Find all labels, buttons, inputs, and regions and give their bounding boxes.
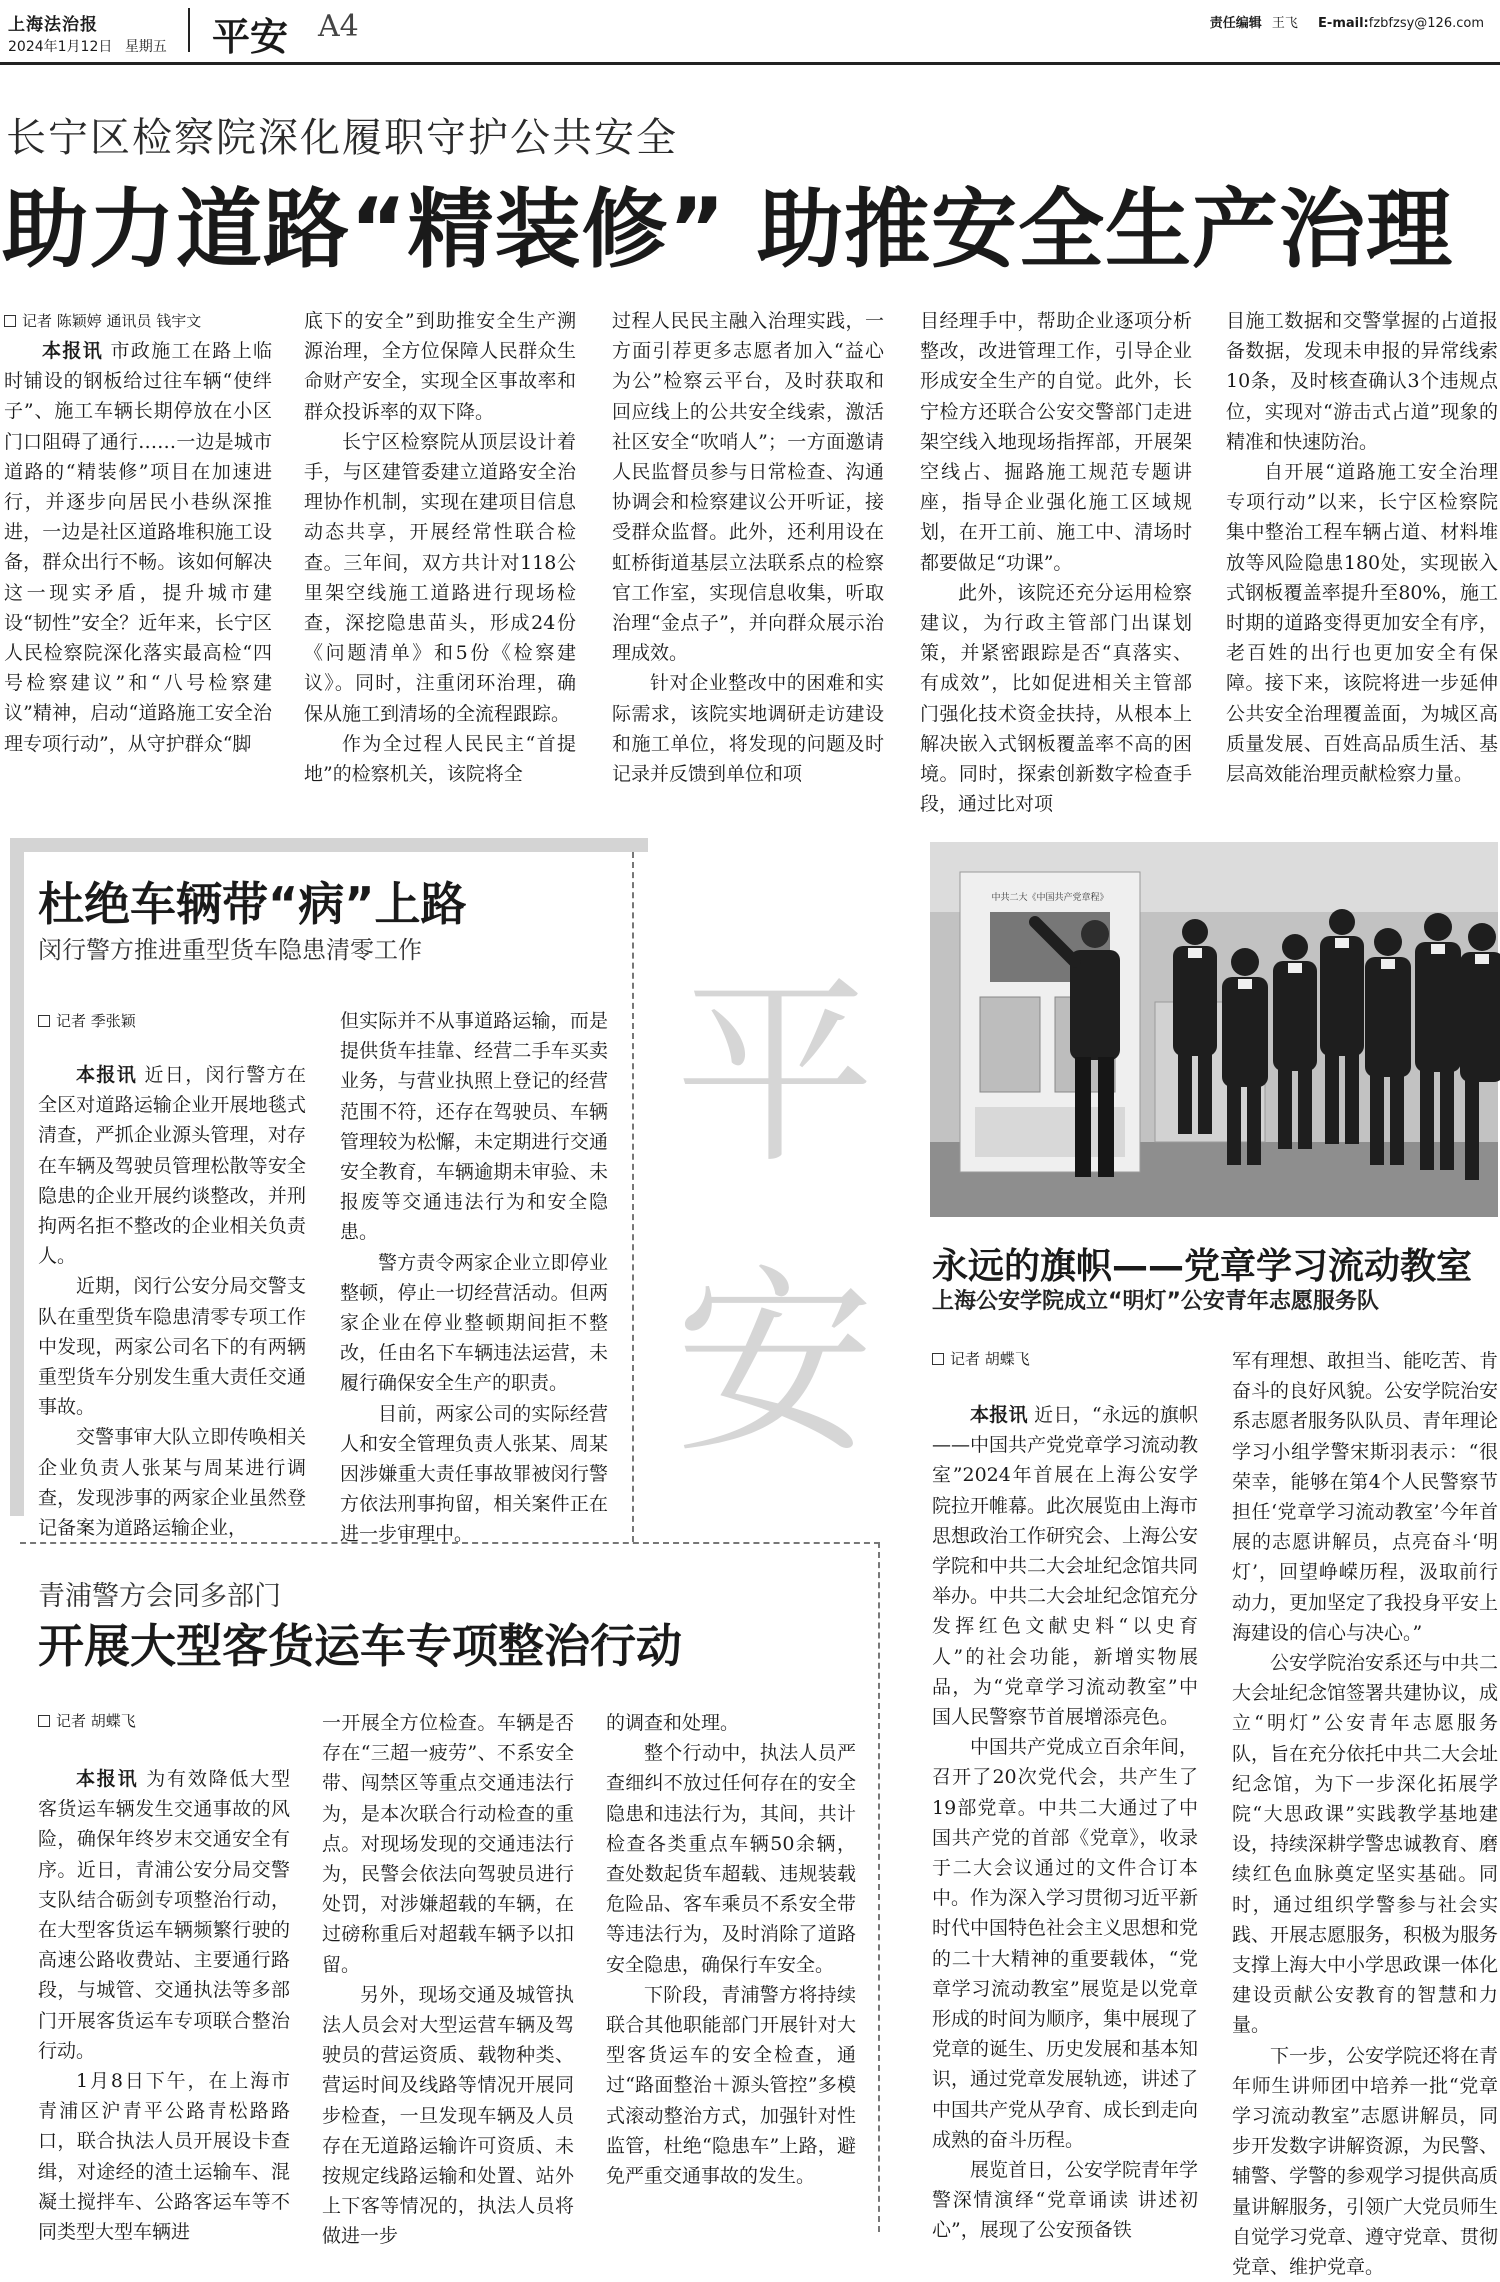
email-label: E-mail:: [1318, 16, 1369, 31]
lead-paragraph: 作为全过程人民民主“首提地”的检察机关，该院将全: [304, 732, 576, 786]
lead-paragraph: 长宁区检察院从顶层设计着手，与区建管委建立道路安全治理协作机制，实现在建项目信息动态共享，开展经常性联合检查。三年间，双方共计对118公里架空线施工道路进行现场检查，深挖隐患苗头，形成24份《问题清单》和5份《检察建议》。同时，注重闭环治理，确保从施工到清场的全流程跟踪。: [304, 430, 576, 725]
dashed-divider: [20, 1542, 880, 1544]
story3-column-1: [38, 1764, 290, 2242]
header-rule: [0, 62, 1500, 65]
story3-byline-text: 记者 胡蝶飞: [56, 1712, 136, 1730]
newspaper-logo: 上海法治报: [8, 15, 98, 35]
editor-info: [1210, 12, 1484, 31]
story4-paragraph: [932, 1400, 1198, 1732]
story3-headline: 开展大型客货运车专项整治行动: [38, 1619, 682, 1673]
lead-column-4: [920, 306, 1192, 816]
story4-paragraph: 中国共产党成立百余年间，召开了20次党代会，共产生了19部党章。中共二大通过了中国共产党的首部《党章》，收录于二大会议通过的文件合订本中。作为深入学习贯彻习近平新时代中国特色社会主义思想和党的二十大精神的重要载体，“党章学习流动教室”展览是以党章形成的时间为顺序，集中展现了党章的诞生、历史发展和基本知识，通过党章发展轨迹，讲述了中国共产党从孕育、成长到走向成熟的奋斗历程。: [932, 1736, 1199, 2151]
story4-column-2: [1232, 1346, 1499, 2279]
story2-column-1: [38, 1060, 306, 1540]
paragraph-text: 市政施工在路上临时铺设的钢板给过往车辆“使绊子”、施工车辆长期停放在小区门口阻碍了通行……一边是城市道路的“精装修”项目在加速进行，并逐步向居民小巷纵深推进，一边是社区道路堆积施工设备，群众出行不畅。该如何解决这一现实矛盾，提升城市建设“韧性”安全？近年来，长宁区人民检察院深化落实最高检“四号检察建议”和“八号检察建议”精神，启动“道路施工安全治理专项行动”，从守护群众“脚: [4, 340, 272, 755]
section-name: 平安: [212, 15, 289, 59]
byline-box-icon: [38, 1015, 50, 1027]
lead-paragraph: 底下的安全”到助推安全生产溯源治理，全方位保障人民群众生命财产安全，实现全区事故率和群众投诉率的双下降。: [304, 310, 576, 423]
board-document: [980, 997, 1040, 1092]
section-watermark: [660, 930, 890, 1530]
story4-column-1: [932, 1400, 1198, 2243]
story3-paragraph: 一开展全方位检查。车辆是否存在“三超一疲劳”、不系安全带、闯禁区等重点交通违法行为，是本次联合行动检查的重点。对现场发现的交通违法行为，民警会依法向驾驶员进行处罚，对涉嫌超载的车辆，在过磅称重后对超载车辆予以扣留。: [322, 1712, 574, 1976]
paragraph-text: 为有效降低大型客货运车辆发生交通事故的风险，确保年终岁末交通安全有序。近日，青浦公安分局交警支队结合砺剑专项整治行动，在大型客货运车辆频繁行驶的高速公路收费站、主要通行路段，与城管、交通执法等多部门开展客货运车专项联合整治行动。: [38, 1768, 290, 2062]
story2-paragraph: [38, 1060, 306, 1271]
story4-headline: 永远的旗帜——党章学习流动教室: [932, 1246, 1473, 1287]
story2-byline: [38, 1010, 136, 1031]
story2-paragraph: 交警事审大队立即传唤相关企业负责人张某与周某进行调查，发现涉事的两家企业虽然登记备案为道路运输企业，: [38, 1426, 306, 1540]
page-header: [0, 0, 1500, 62]
page-number: A4: [318, 9, 359, 44]
news-tag: 本报讯: [76, 1768, 139, 1790]
story2-paragraph: 近期，闵行公安分局交警支队在重型货车隐患清零专项工作中发现，两家公司名下的有两辆重型货车分别发生重大责任交通事故。: [38, 1275, 306, 1419]
lead-paragraph: 目经理手中，帮助企业逐项分析整改，改进管理工作，引导企业形成安全生产的自觉。此外，长宁检方还联合公安交警部门走进架空线入地现场指挥部，开展架空线占、掘路施工规范专题讲座，指导企业强化施工区域规划，在开工前、施工中、清场时都要做足“功课”。: [920, 310, 1192, 574]
lead-kicker: 长宁区检察院深化履职守护公共安全: [6, 115, 678, 161]
byline-box-icon: [38, 1715, 50, 1727]
story4-paragraph: 军有理想、敢担当、能吃苦、肯奋斗的良好风貌。公安学院治安系志愿者服务队队员、青年理论学习小组学警宋斯羽表示：“很荣幸，能够在第4个人民警察节担任‘党章学习流动教室’今年首展的志愿讲解员，点亮奋斗‘明灯’，回望峥嵘历程，汲取前行动力，更加坚定了我投身平安上海建设的信心与决心。”: [1232, 1350, 1499, 1644]
story3-column-3: [606, 1708, 856, 2242]
story3-paragraph: 下阶段，青浦警方将持续联合其他职能部门开展针对大型客货运车的安全检查，通过“路面整治＋源头管控”多模式滚动整治方式，加强针对性监管，杜绝“隐患车”上路，避免严重交通事故的发生。: [606, 1983, 856, 2188]
news-photo: [930, 842, 1498, 1217]
news-tag: 本报讯: [76, 1064, 138, 1086]
story2-column-2: [340, 1006, 608, 1546]
story4-byline-text: 记者 胡蝶飞: [950, 1350, 1030, 1368]
email-address: fzbfzsy@126.com: [1368, 16, 1484, 31]
story4-byline: [932, 1348, 1030, 1369]
photo-illustration: [930, 842, 1498, 1217]
lead-column-3: [612, 306, 884, 792]
story3-paragraph: 另外，现场交通及城管执法人员会对大型运营车辆及驾驶员的营运资质、载物种类、营运时间及线路等情况开展同步检查，一旦发现车辆及人员存在无道路运输许可资质、未按规定线路运输和处置、站外上下客等情况的，执法人员将做进一步: [322, 1983, 574, 2248]
lead-paragraph: 过程人民民主融入治理实践，一方面引荐更多志愿者加入“益心为公”检察云平台，及时获取和回应线上的公共安全线索，激活社区安全“吹哨人”；一方面邀请人民监督员参与日常检查、沟通协调会和检察建议公开听证，接受群众监督。此外，还利用设在虹桥街道基层立法联系点的检察官工作室，实现信息收集，听取治理“金点子”，并向群众展示治理成效。: [612, 310, 884, 665]
story4-subhead: 上海公安学院成立“明灯”公安青年志愿服务队: [932, 1289, 1379, 1314]
lead-paragraph: [4, 336, 272, 759]
story2-byline-text: 记者 季张颖: [56, 1012, 136, 1030]
story3-column-2: [322, 1708, 574, 2248]
story4-paragraph: 下一步，公安学院还将在青年师生讲师团中培养一批“党章学习流动教室”志愿讲解员，同步开发数字讲解资源，为民警、辅警、学警的参观学习提供高质量讲解服务，引领广大党员师生自觉学习党章、遵守党章、贯彻党章、维护党章。: [1232, 2044, 1499, 2279]
lead-column-5: [1226, 306, 1498, 792]
story3-paragraph: 整个行动中，执法人员严查细纠不放过任何存在的安全隐患和违法行为，其间，共计检查各类重点车辆50余辆，查处数起货车超载、违规装载危险品、客车乘员不系安全带等违法行为，及时消除了道路安全隐患，确保行车安全。: [606, 1742, 856, 1976]
board-title: 中共二大《中国共产党章程》: [991, 893, 1109, 903]
editor-name: 王飞: [1271, 16, 1298, 31]
issue-date: [8, 36, 167, 56]
lead-paragraph: 自开展“道路施工安全治理专项行动”以来，长宁区检察院集中整治工程车辆占道、材料堆放等风险隐患180处，实现嵌入式钢板覆盖率提升至80%，施工时期的道路变得更加安全有序，老百姓的出行也更加安全有保障。接下来，该院将进一步延伸公共安全治理覆盖面，为城区高质量发展、百姓高品质生活、基层高效能治理贡献检察力量。: [1226, 461, 1498, 786]
lead-byline: [4, 310, 201, 331]
watermark-char: 平: [674, 958, 875, 1191]
news-tag: 本报讯: [42, 340, 104, 362]
story4-paragraph: 展览首日，公安学院青年学警深情演绎“党章诵读 讲述初心”，展现了公安预备铁: [932, 2159, 1199, 2242]
dashed-divider: [878, 1542, 880, 2232]
story2-paragraph: 目前，两家公司的实际经营人和安全管理负责人张某、周某因涉嫌重大责任事故罪被闵行警方依法刑事拘留，相关案件正在进一步审理中。: [340, 1402, 608, 1546]
byline-box-icon: [932, 1353, 944, 1365]
story3-kicker: 青浦警方会同多部门: [38, 1581, 281, 1612]
lead-byline-text: 记者 陈颖婷 通讯员 钱宇文: [22, 312, 202, 330]
lead-column-1: [4, 336, 272, 792]
watermark-char: 安: [674, 1248, 875, 1481]
story3-byline: [38, 1710, 136, 1731]
story2-headline: 杜绝车辆带“病”上路: [38, 877, 467, 931]
story3-paragraph: [38, 1764, 290, 2066]
header-divider: [188, 8, 190, 52]
story3-paragraph: 的调查和处理。: [606, 1712, 740, 1734]
news-tag: 本报讯: [970, 1404, 1028, 1426]
byline-box-icon: [4, 315, 16, 327]
lead-headline: 助力道路“精装修” 助推安全生产治理: [2, 180, 1453, 280]
weekday-text: 星期五: [124, 39, 167, 55]
dashed-divider: [632, 852, 634, 1542]
lead-paragraph: 此外，该院还充分运用检察建议，为行政主管部门出谋划策，并紧密跟踪是否“真落实、有成效”，比如促进相关主管部门强化技术资金扶持，从根本上解决嵌入式钢板覆盖率不高的困境。同时，探索创新数字检查手段，通过比对项: [920, 581, 1192, 816]
story4-paragraph: 公安学院治安系还与中共二大会址纪念馆签署共建协议，成立“明灯”公安青年志愿服务队，旨在充分依托中共二大会址纪念馆，为下一步深化拓展学院“大思政课”实践教学基地建设，持续深耕学警忠诚教育、磨续红色血脉奠定坚实基础。同时，通过组织学警参与社会实践、开展志愿服务，积极为服务支撑上海大中小学思政课一体化建设贡献公安教育的智慧和力量。: [1232, 1652, 1499, 2037]
date-text: 2024年1月12日: [8, 39, 113, 55]
story2-subhead: 闵行警方推进重型货车隐患清零工作: [38, 936, 422, 964]
story3-paragraph: 1月8日下午，在上海市青浦区沪青平公路青松路路口，联合执法人员开展设卡查缉，对途经的渣土运输车、混凝土搅拌车、公路客运车等不同类型大型车辆进: [38, 2070, 290, 2244]
paragraph-text: 近日，闵行警方在全区对道路运输企业开展地毯式清查，严抓企业源头管理，对存在车辆及驾驶员管理松散等安全隐患的企业开展约谈整改，并刑拘两名拒不整改的企业相关负责人。: [38, 1064, 306, 1268]
lead-paragraph: 目施工数据和交警掌握的占道报备数据，发现未申报的异常线索10条，及时核查确认3个违规点位，实现对“游击式占道”现象的精准和快速防治。: [1226, 310, 1498, 453]
story2-paragraph: 警方责令两家企业立即停业整顿，停止一切经营活动。但两家企业在停业整顿期间拒不整改，任由名下车辆违法运营，未履行确保安全生产的职责。: [340, 1251, 608, 1395]
paragraph-text: 近日，“永远的旗帜——中国共产党党章学习流动教室”2024年首展在上海公安学院拉开帷幕。此次展览由上海市思想政治工作研究会、上海公安学院和中共二大会址纪念馆共同举办。中共二大会址纪念馆充分发挥红色文献史料“以史育人”的社会功能，新增实物展品，为“党章学习流动教室”中国人民警察节首展增添亮色。: [932, 1404, 1199, 1729]
lead-column-2: [304, 306, 576, 792]
editor-label: 责任编辑: [1209, 16, 1262, 31]
story2-paragraph: 但实际并不从事道路运输，而是提供货车挂靠、经营二手车买卖业务，与营业执照上登记的经营范围不符，还存在驾驶员、车辆管理较为松懈，未定期进行交通安全教育，车辆逾期未审验、未报废等交通违法行为和安全隐患。: [340, 1010, 608, 1244]
lead-paragraph: 针对企业整改中的困难和实际需求，该院实地调研走访建设和施工单位，将发现的问题及时记录并反馈到单位和项: [612, 672, 884, 786]
